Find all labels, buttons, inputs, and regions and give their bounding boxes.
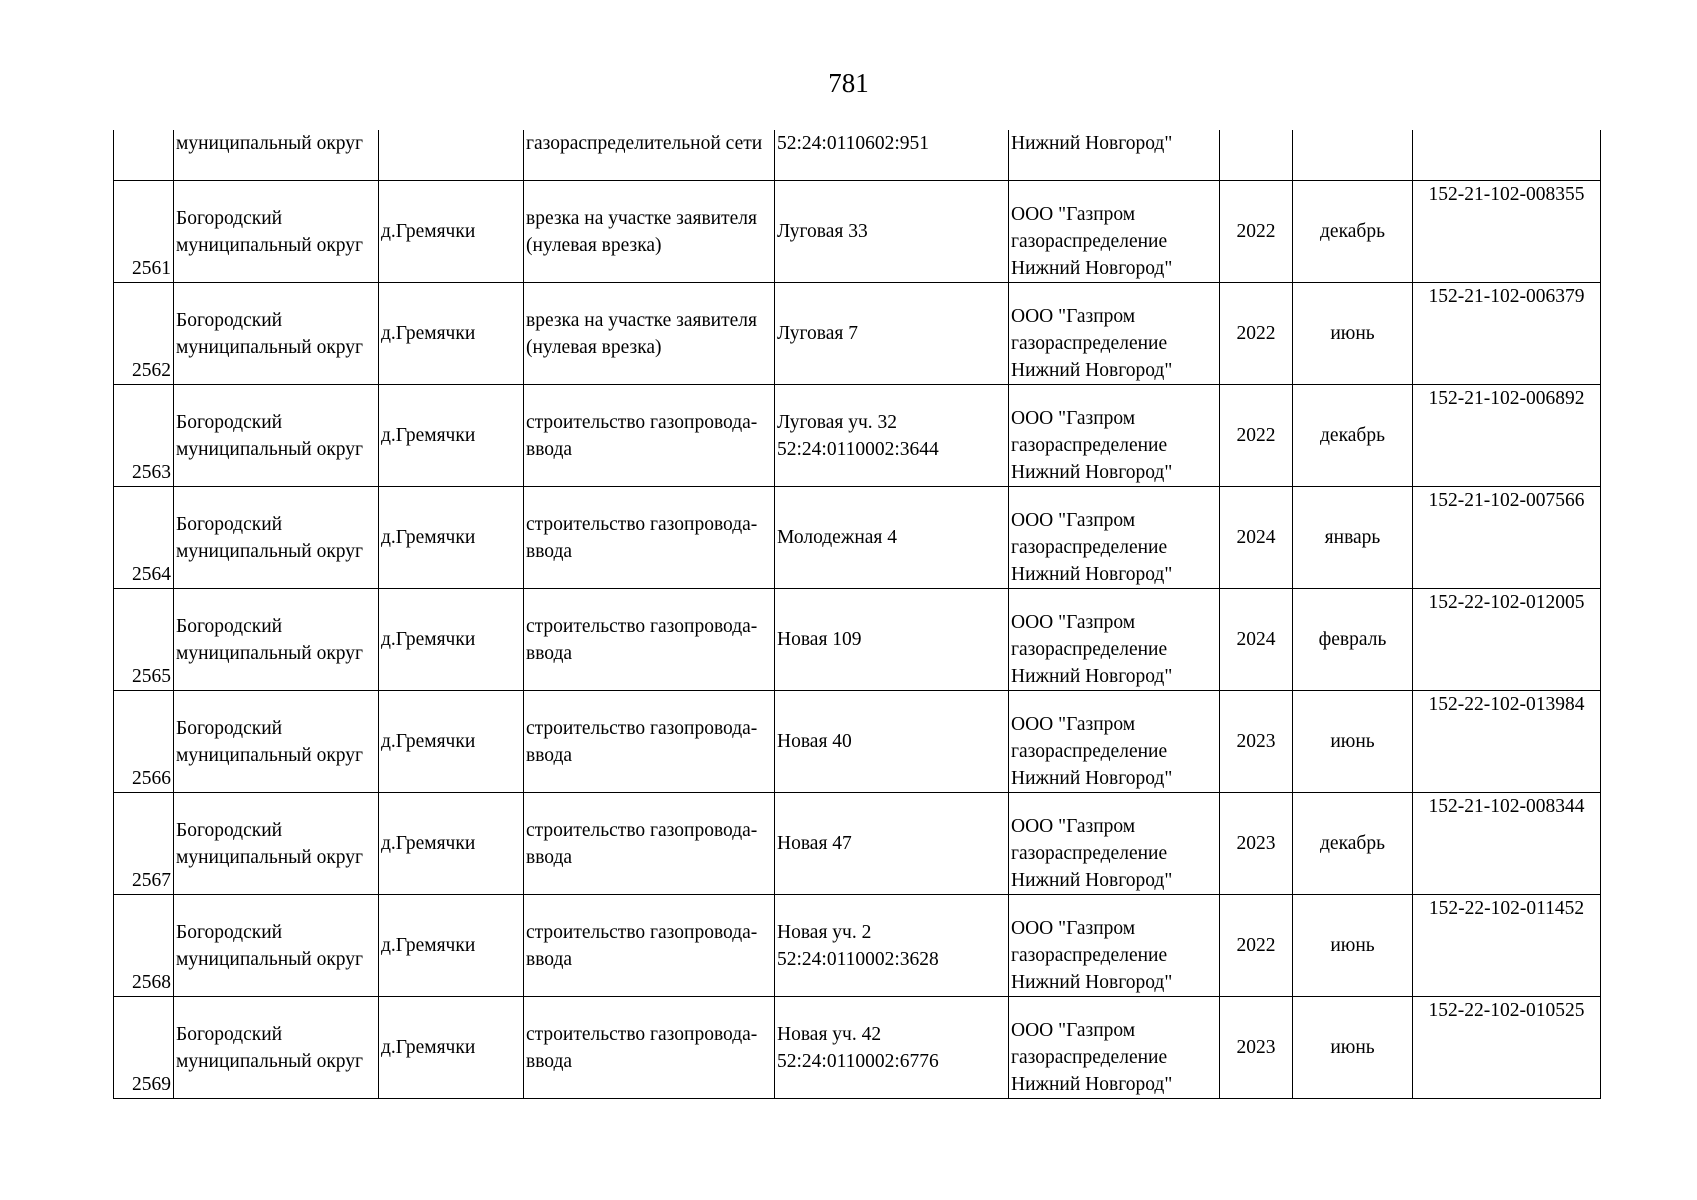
cell-place: д.Гремячки <box>379 385 524 487</box>
cell-year: 2024 <box>1220 487 1293 589</box>
cell-month: декабрь <box>1293 385 1413 487</box>
cell-district: Богородский муниципальный округ <box>174 589 379 691</box>
cell-organization: ООО "Газпром газораспределение Нижний Новгород" <box>1009 589 1220 691</box>
cell-address: Новая 47 <box>775 793 1009 895</box>
cell-num: 2569 <box>114 997 174 1099</box>
cell-num: 2568 <box>114 895 174 997</box>
cell-address: Луговая 7 <box>775 283 1009 385</box>
cell-address: Луговая уч. 32 52:24:0110002:3644 <box>775 385 1009 487</box>
cell-num: 2565 <box>114 589 174 691</box>
cell-district: Богородский муниципальный округ <box>174 385 379 487</box>
table-row-continued <box>114 130 1601 181</box>
cell-year: 2023 <box>1220 793 1293 895</box>
table-row <box>114 487 1601 589</box>
cell-work-type: строительство газопровода- ввода <box>524 589 775 691</box>
cell-district: Богородский муниципальный округ <box>174 487 379 589</box>
cell-num: 2567 <box>114 793 174 895</box>
cell-month: февраль <box>1293 589 1413 691</box>
table-row <box>114 181 1601 283</box>
cell-organization: ООО "Газпром газораспределение Нижний Новгород" <box>1009 895 1220 997</box>
cell-code <box>1413 130 1601 181</box>
cell-code: 152-22-102-011452 <box>1413 895 1601 997</box>
cell-num: 2566 <box>114 691 174 793</box>
cell-organization: ООО "Газпром газораспределение Нижний Новгород" <box>1009 997 1220 1099</box>
cell-address: Новая 40 <box>775 691 1009 793</box>
cell-address: Новая уч. 2 52:24:0110002:3628 <box>775 895 1009 997</box>
cell-district: муниципальный округ <box>174 130 379 181</box>
cell-year: 2022 <box>1220 283 1293 385</box>
cell-place: д.Гремячки <box>379 691 524 793</box>
cell-code: 152-22-102-013984 <box>1413 691 1601 793</box>
cell-district: Богородский муниципальный округ <box>174 793 379 895</box>
cell-num: 2563 <box>114 385 174 487</box>
cell-code: 152-21-102-007566 <box>1413 487 1601 589</box>
cell-code: 152-21-102-008344 <box>1413 793 1601 895</box>
cell-year <box>1220 130 1293 181</box>
table-row <box>114 691 1601 793</box>
cell-organization: Нижний Новгород" <box>1009 130 1220 181</box>
cell-month: июнь <box>1293 691 1413 793</box>
cell-year: 2023 <box>1220 997 1293 1099</box>
table-body <box>114 130 1601 1099</box>
cell-work-type: строительство газопровода- ввода <box>524 895 775 997</box>
cell-month: декабрь <box>1293 181 1413 283</box>
cell-work-type: газораспределительной сети <box>524 130 775 181</box>
cell-district: Богородский муниципальный округ <box>174 997 379 1099</box>
cell-address: 52:24:0110602:951 <box>775 130 1009 181</box>
cell-month: январь <box>1293 487 1413 589</box>
gasification-registry-table <box>113 130 1601 1099</box>
cell-place <box>379 130 524 181</box>
cell-organization: ООО "Газпром газораспределение Нижний Новгород" <box>1009 487 1220 589</box>
cell-month: июнь <box>1293 283 1413 385</box>
cell-district: Богородский муниципальный округ <box>174 691 379 793</box>
cell-year: 2022 <box>1220 895 1293 997</box>
cell-work-type: строительство газопровода- ввода <box>524 487 775 589</box>
cell-organization: ООО "Газпром газораспределение Нижний Новгород" <box>1009 283 1220 385</box>
cell-code: 152-22-102-010525 <box>1413 997 1601 1099</box>
cell-place: д.Гремячки <box>379 793 524 895</box>
cell-year: 2024 <box>1220 589 1293 691</box>
cell-year: 2022 <box>1220 385 1293 487</box>
table-row <box>114 793 1601 895</box>
cell-code: 152-22-102-012005 <box>1413 589 1601 691</box>
cell-year: 2023 <box>1220 691 1293 793</box>
cell-place: д.Гремячки <box>379 283 524 385</box>
cell-place: д.Гремячки <box>379 997 524 1099</box>
cell-place: д.Гремячки <box>379 589 524 691</box>
cell-work-type: врезка на участке заявителя (нулевая врезка) <box>524 181 775 283</box>
cell-month: июнь <box>1293 997 1413 1099</box>
cell-address: Молодежная 4 <box>775 487 1009 589</box>
cell-num: 2564 <box>114 487 174 589</box>
cell-num: 2561 <box>114 181 174 283</box>
cell-work-type: строительство газопровода- ввода <box>524 691 775 793</box>
cell-num <box>114 130 174 181</box>
cell-district: Богородский муниципальный округ <box>174 283 379 385</box>
cell-place: д.Гремячки <box>379 895 524 997</box>
cell-organization: ООО "Газпром газораспределение Нижний Новгород" <box>1009 385 1220 487</box>
table-row <box>114 997 1601 1099</box>
cell-work-type: строительство газопровода- ввода <box>524 385 775 487</box>
table-row <box>114 385 1601 487</box>
cell-place: д.Гремячки <box>379 181 524 283</box>
table-row <box>114 283 1601 385</box>
cell-work-type: строительство газопровода- ввода <box>524 997 775 1099</box>
cell-organization: ООО "Газпром газораспределение Нижний Новгород" <box>1009 691 1220 793</box>
page-number: 781 <box>828 68 869 98</box>
cell-code: 152-21-102-006379 <box>1413 283 1601 385</box>
cell-organization: ООО "Газпром газораспределение Нижний Новгород" <box>1009 793 1220 895</box>
cell-num: 2562 <box>114 283 174 385</box>
table-row <box>114 589 1601 691</box>
cell-organization: ООО "Газпром газораспределение Нижний Новгород" <box>1009 181 1220 283</box>
cell-work-type: врезка на участке заявителя (нулевая врезка) <box>524 283 775 385</box>
cell-address: Новая 109 <box>775 589 1009 691</box>
cell-district: Богородский муниципальный округ <box>174 895 379 997</box>
cell-month: июнь <box>1293 895 1413 997</box>
cell-year: 2022 <box>1220 181 1293 283</box>
table-row <box>114 895 1601 997</box>
cell-work-type: строительство газопровода- ввода <box>524 793 775 895</box>
cell-code: 152-21-102-006892 <box>1413 385 1601 487</box>
cell-district: Богородский муниципальный округ <box>174 181 379 283</box>
cell-address: Луговая 33 <box>775 181 1009 283</box>
cell-month <box>1293 130 1413 181</box>
cell-place: д.Гремячки <box>379 487 524 589</box>
cell-code: 152-21-102-008355 <box>1413 181 1601 283</box>
cell-address: Новая уч. 42 52:24:0110002:6776 <box>775 997 1009 1099</box>
cell-month: декабрь <box>1293 793 1413 895</box>
